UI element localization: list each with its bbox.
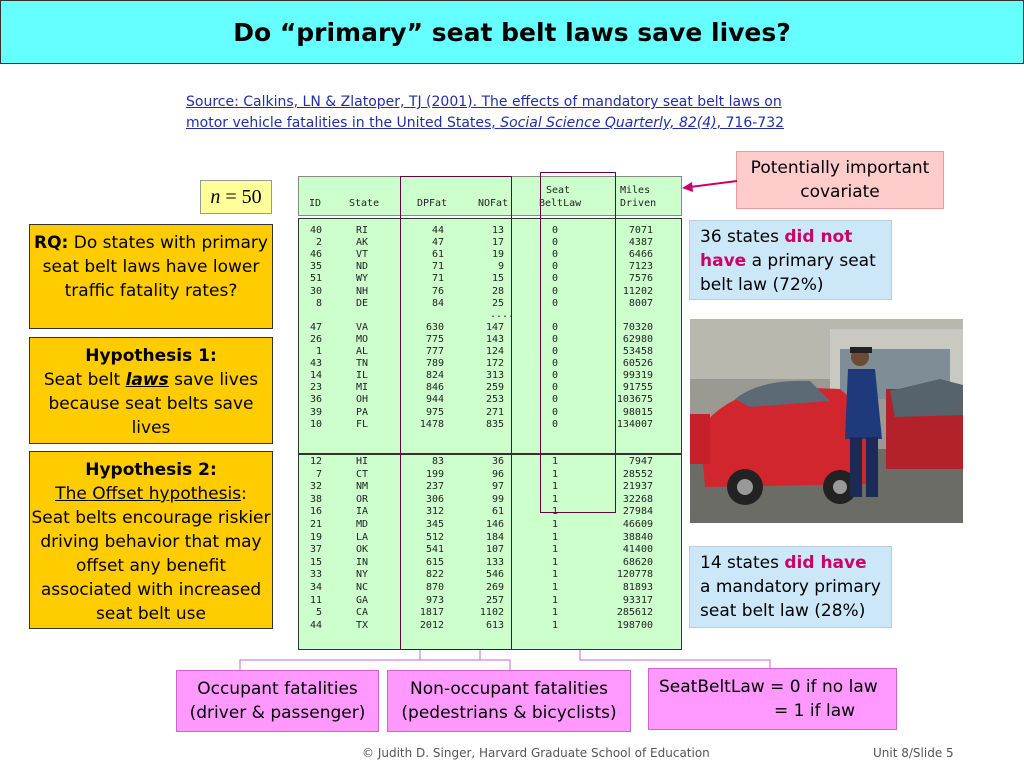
cell-nofat: 613: [485, 619, 504, 631]
cell-dpfat: 71: [431, 261, 444, 273]
nonoccupant-fatalities-box: Non-occupant fatalities (pedestrians & bicyclists): [387, 670, 631, 732]
hypothesis-1-text: Seat belt laws save lives because seat belts save lives: [43, 370, 259, 438]
cell-state: FL: [356, 418, 369, 430]
cell-miles: 38840: [622, 531, 653, 543]
cell-miles: 32268: [622, 493, 653, 505]
cell-miles: 134007: [616, 418, 653, 430]
cell-state: OR: [356, 493, 369, 505]
cell-nofat: 835: [485, 418, 504, 430]
cell-id: 26: [309, 333, 322, 345]
cell-nofat: 19: [491, 249, 504, 261]
cell-miles: 120778: [616, 569, 653, 581]
header-seat: Seat: [546, 185, 571, 196]
cell-miles: 98015: [622, 406, 653, 418]
header-nofat: NOFat: [478, 198, 509, 209]
cell-state: VA: [356, 321, 369, 333]
cell-miles: 7123: [628, 261, 653, 273]
cell-nofat: 146: [485, 519, 504, 530]
cell-beltlaw: 0: [552, 261, 559, 273]
cell-miles: 28552: [622, 468, 653, 480]
cell-beltlaw: 0: [552, 273, 559, 285]
offset-hypothesis-label: The Offset hypothesis:: [55, 484, 247, 504]
header-driven: Driven: [620, 198, 657, 209]
footer-credit: © Judith D. Singer, Harvard Graduate School of Education: [362, 746, 710, 760]
cell-state: WY: [356, 273, 369, 285]
cell-id: 5: [315, 607, 322, 619]
cell-id: 23: [309, 382, 322, 394]
cell-beltlaw: 1: [552, 519, 559, 530]
cell-miles: 4387: [628, 237, 653, 249]
cell-state: ND: [356, 261, 369, 273]
cell-nofat: 13: [491, 225, 504, 236]
n-symbol: n: [210, 185, 221, 208]
cell-dpfat: 47: [431, 237, 444, 249]
cell-miles: 81893: [622, 582, 653, 593]
cell-dpfat: 870: [425, 582, 444, 593]
cell-state: MD: [356, 519, 369, 530]
cell-beltlaw: 0: [552, 297, 559, 309]
cell-beltlaw: 1: [552, 619, 559, 631]
cell-nofat: 269: [485, 582, 504, 593]
cell-nofat: 259: [485, 382, 504, 394]
cell-id: 16: [309, 506, 322, 518]
cell-id: 14: [309, 370, 322, 382]
cell-miles: 7576: [628, 273, 653, 285]
cell-id: 1: [315, 346, 322, 357]
cell-id: 51: [309, 273, 322, 285]
cell-nofat: 313: [485, 370, 504, 382]
cell-state: MI: [356, 382, 369, 394]
cell-dpfat: 306: [425, 493, 444, 505]
cell-miles: 103675: [616, 394, 653, 406]
cell-beltlaw: 0: [552, 418, 559, 430]
occupant-fatalities-box: Occupant fatalities (driver & passenger): [176, 670, 379, 732]
header-miles: Miles: [620, 185, 651, 196]
cell-nofat: 253: [485, 394, 504, 406]
cell-beltlaw: 0: [552, 237, 559, 249]
cell-beltlaw: 1: [552, 556, 559, 568]
cell-id: 2: [315, 237, 322, 249]
cell-state: DE: [356, 297, 369, 309]
cell-id: 8: [315, 297, 322, 309]
cell-miles: 60526: [622, 358, 653, 370]
cell-dpfat: 1478: [419, 418, 444, 430]
cell-dpfat: 822: [425, 569, 444, 581]
cell-beltlaw: 1: [552, 569, 559, 581]
cell-beltlaw: 0: [552, 285, 559, 297]
cell-state: CT: [356, 468, 369, 480]
ellipsis-row: ....: [490, 308, 515, 320]
cell-state: HI: [356, 456, 369, 467]
cell-nofat: 28: [491, 285, 504, 297]
cell-miles: 6466: [628, 249, 653, 261]
cell-nofat: 172: [485, 358, 504, 370]
cell-nofat: 61: [491, 506, 504, 518]
cell-state: IA: [356, 506, 369, 518]
cell-beltlaw: 0: [552, 394, 559, 406]
cell-nofat: 271: [485, 406, 504, 418]
cell-dpfat: 84: [431, 297, 444, 309]
cell-id: 37: [309, 544, 322, 556]
hypothesis-2-text: Seat belts encourage riskier driving behavior that may offset any benefit associated with increased seat belt use: [31, 508, 271, 624]
cell-state: NM: [356, 481, 369, 493]
cell-state: IL: [356, 370, 369, 382]
cell-beltlaw: 0: [552, 382, 559, 394]
cell-dpfat: 512: [425, 531, 444, 543]
cell-miles: 198700: [616, 619, 653, 631]
cell-nofat: 184: [485, 531, 504, 543]
cell-beltlaw: 0: [552, 358, 559, 370]
cell-nofat: 25: [491, 297, 504, 309]
cell-miles: 91755: [622, 382, 653, 394]
cell-dpfat: 541: [425, 544, 444, 556]
cell-miles: 285612: [616, 607, 653, 619]
cell-nofat: 36: [491, 456, 504, 467]
header-beltlaw: BeltLaw: [539, 198, 582, 209]
cell-dpfat: 775: [425, 333, 444, 345]
cell-beltlaw: 1: [552, 594, 559, 606]
cell-state: NC: [356, 582, 369, 593]
cell-miles: 7947: [628, 456, 653, 467]
cell-id: 43: [309, 358, 322, 370]
cell-beltlaw: 1: [552, 456, 559, 467]
cell-id: 21: [309, 519, 322, 530]
cell-dpfat: 71: [431, 273, 444, 285]
cell-id: 11: [309, 594, 322, 606]
cell-id: 39: [309, 406, 322, 418]
cell-dpfat: 973: [425, 594, 444, 606]
cell-nofat: 97: [491, 481, 504, 493]
cell-dpfat: 789: [425, 358, 444, 370]
cell-nofat: 9: [497, 261, 504, 273]
cell-id: 15: [309, 556, 322, 568]
cell-miles: 99319: [622, 370, 653, 382]
cell-nofat: 147: [485, 321, 504, 333]
cell-nofat: 124: [485, 346, 504, 357]
cell-state: IN: [356, 556, 369, 568]
cell-id: 36: [309, 394, 322, 406]
cell-id: 44: [309, 619, 322, 631]
cell-miles: 7071: [628, 225, 653, 236]
cell-nofat: 17: [491, 237, 504, 249]
header-id: ID: [309, 198, 322, 209]
cell-dpfat: 61: [431, 249, 444, 261]
cell-beltlaw: 0: [552, 370, 559, 382]
cell-id: 33: [309, 569, 322, 581]
no-law-summary-box: 36 states did not have a primary seat belt law (72%): [689, 220, 892, 300]
cell-id: 7: [315, 468, 322, 480]
header-state: State: [349, 198, 380, 209]
cell-state: CA: [356, 607, 369, 619]
cell-dpfat: 975: [425, 406, 444, 418]
cell-dpfat: 1817: [419, 607, 444, 619]
cell-miles: 62980: [622, 333, 653, 345]
cell-id: 32: [309, 481, 322, 493]
cell-state: AK: [356, 237, 369, 249]
cell-id: 34: [309, 582, 322, 593]
cell-beltlaw: 1: [552, 493, 559, 505]
seatbeltlaw-line-1: SeatBeltLaw = 0 if no law: [659, 677, 878, 697]
cell-miles: 93317: [622, 594, 653, 606]
cell-beltlaw: 1: [552, 544, 559, 556]
cell-dpfat: 44: [431, 225, 444, 236]
cell-beltlaw: 0: [552, 346, 559, 357]
cell-nofat: 133: [485, 556, 504, 568]
cell-dpfat: 76: [431, 285, 444, 297]
cell-beltlaw: 0: [552, 321, 559, 333]
did-not-have-highlight: did not have: [700, 227, 853, 271]
cell-state: GA: [356, 594, 369, 606]
cell-miles: 53458: [622, 346, 653, 357]
cell-beltlaw: 1: [552, 468, 559, 480]
cell-dpfat: 846: [425, 382, 444, 394]
cell-state: NH: [356, 285, 369, 297]
cell-nofat: 1102: [479, 607, 504, 619]
cell-miles: 8007: [628, 297, 653, 309]
did-have-highlight: did have: [784, 553, 867, 573]
cell-state: NY: [356, 569, 369, 581]
hypothesis-1-title: Hypothesis 1:: [85, 346, 217, 366]
cell-dpfat: 345: [425, 519, 444, 530]
cell-dpfat: 237: [425, 481, 444, 493]
cell-miles: 27984: [622, 506, 653, 518]
rq-text: Do states with primary seat belt laws have lower traffic fatality rates?: [42, 233, 268, 301]
cell-nofat: 143: [485, 333, 504, 345]
rq-label: RQ:: [34, 233, 69, 253]
cell-miles: 68620: [622, 556, 653, 568]
cell-dpfat: 944: [425, 394, 444, 406]
cell-id: 30: [309, 285, 322, 297]
cell-nofat: 96: [491, 468, 504, 480]
cell-beltlaw: 1: [552, 481, 559, 493]
cell-state: LA: [356, 531, 369, 543]
cell-state: AL: [356, 346, 369, 357]
hypothesis-2-title: Hypothesis 2:: [85, 460, 217, 480]
cell-id: 19: [309, 531, 322, 543]
cell-beltlaw: 1: [552, 582, 559, 593]
cell-state: RI: [356, 225, 369, 236]
cell-id: 38: [309, 493, 322, 505]
n-value: = 50: [225, 185, 262, 208]
header-dpfat: DPFat: [417, 198, 448, 209]
cell-dpfat: 312: [425, 506, 444, 518]
source-line-1: Source: Calkins, LN & Zlatoper, TJ (2001). The effects of mandatory seat belt laws on: [186, 94, 782, 110]
footer-slide-number: Unit 8/Slide 5: [873, 746, 954, 760]
cell-dpfat: 199: [425, 468, 444, 480]
cell-miles: 46609: [622, 519, 653, 530]
cell-nofat: 257: [485, 594, 504, 606]
cell-beltlaw: 0: [552, 249, 559, 261]
cell-id: 35: [309, 261, 322, 273]
cell-miles: 11202: [622, 285, 653, 297]
cell-id: 12: [309, 456, 322, 467]
cell-beltlaw: 0: [552, 406, 559, 418]
source-line-2: motor vehicle fatalities in the United States, Social Science Quarterly, 82(4), 716-732: [186, 115, 785, 131]
cell-state: OK: [356, 544, 369, 556]
seatbeltlaw-definition-box: [648, 668, 897, 730]
journal-name: Social Science Quarterly, 82(4): [500, 115, 717, 131]
cell-state: MO: [356, 333, 369, 345]
cell-id: 46: [309, 249, 322, 261]
cell-beltlaw: 1: [552, 506, 559, 518]
cell-dpfat: 824: [425, 370, 444, 382]
slide-title: Do “primary” seat belt laws save lives?: [233, 17, 791, 47]
cell-id: 47: [309, 321, 322, 333]
cell-nofat: 99: [491, 493, 504, 505]
cell-state: PA: [356, 406, 369, 418]
law-summary-box: 14 states did have a mandatory primary seat belt law (28%): [689, 546, 892, 628]
cell-state: VT: [356, 249, 369, 261]
cell-beltlaw: 0: [552, 225, 559, 236]
cell-state: TN: [356, 358, 369, 370]
seatbeltlaw-line-2: = 1 if law: [774, 701, 856, 721]
cell-beltlaw: 0: [552, 333, 559, 345]
cell-dpfat: 630: [425, 321, 444, 333]
cell-miles: 21937: [622, 481, 653, 493]
cell-beltlaw: 1: [552, 531, 559, 543]
cell-dpfat: 2012: [419, 619, 444, 631]
cell-beltlaw: 1: [552, 607, 559, 619]
cell-dpfat: 83: [431, 456, 444, 467]
cell-nofat: 546: [485, 569, 504, 581]
cell-miles: 70320: [622, 321, 653, 333]
cell-id: 10: [309, 418, 322, 430]
cell-dpfat: 777: [425, 346, 444, 357]
covariate-callout: Potentially important covariate: [736, 151, 944, 209]
cell-dpfat: 615: [425, 556, 444, 568]
cell-id: 40: [309, 225, 322, 236]
cell-nofat: 15: [491, 273, 504, 285]
cell-state: OH: [356, 394, 369, 406]
cell-miles: 41400: [622, 544, 653, 556]
cell-nofat: 107: [485, 544, 504, 556]
cell-state: TX: [356, 619, 369, 631]
